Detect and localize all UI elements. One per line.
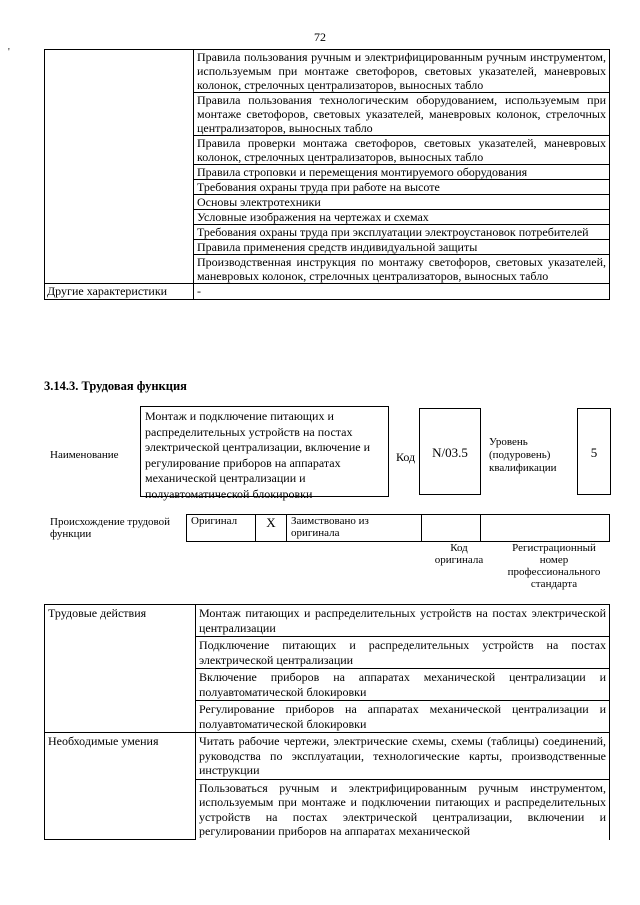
knowledge-item: Правила проверки монтажа светофоров, световых указателей, маневровых колонок, стрелочных централизаторов, выносных табло (194, 136, 610, 165)
reg-number-cell (481, 515, 610, 542)
section-title: 3.14.3. Трудовая функция (44, 379, 187, 393)
actions-label: Трудовые действия (45, 605, 196, 733)
code-value: N/03.5 (419, 408, 481, 495)
skills-label: Необходимые умения (45, 733, 196, 840)
origin-table (186, 514, 610, 542)
name-label: Наименование (50, 449, 119, 461)
level-value: 5 (577, 408, 611, 495)
knowledge-label-cell (45, 50, 194, 284)
knowledge-item: Требования охраны труда при эксплуатации электроустановок потребителей (194, 225, 610, 240)
knowledge-item: Правила строповки и перемещения монтируемого оборудования (194, 165, 610, 180)
knowledge-item: Основы электротехники (194, 195, 610, 210)
other-characteristics-value: - (194, 284, 610, 300)
reg-number-caption: Регистрационный номер профессионального стандарта (507, 542, 601, 590)
code-label: Код (396, 450, 416, 464)
knowledge-item: Правила применения средств индивидуальной защиты (194, 240, 610, 255)
code-original-cell (422, 515, 481, 542)
function-details-table (44, 604, 610, 840)
margin-mark: ' (8, 47, 10, 58)
code-original-caption: Код оригинала (434, 542, 484, 566)
action-item: Включение приборов на аппаратах механической централизации и полуавтоматической блокировки (196, 669, 610, 701)
knowledge-item: Условные изображения на чертежах и схемах (194, 210, 610, 225)
function-name: Монтаж и подключение питающих и распределительных устройств на постах электрической централизации, включение и регулирование приборов на аппаратах механической централизации и полуавтоматической блокировки (140, 406, 389, 497)
knowledge-item: Производственная инструкция по монтажу светофоров, световых указателей, маневровых колонок, стрелочных централизаторов, выносных табло (194, 255, 610, 284)
level-label: Уровень (подуровень) квалификации (489, 436, 557, 474)
borrowed-label: Заимствовано из оригинала (287, 515, 422, 542)
origin-label: Происхождение трудовой функции (50, 516, 171, 540)
skill-item: Пользоваться ручным и электрифицированным ручным инструментом, используемым при монтаже и подключении питающих и распределительных устройств на постах электрической централизации, включении и регулировании приборов на аппаратах механической (196, 779, 610, 840)
original-label: Оригинал (187, 515, 256, 542)
other-characteristics-label: Другие характеристики (45, 284, 194, 300)
action-item: Монтаж питающих и распределительных устройств на постах электрической централизации (196, 605, 610, 637)
knowledge-item: Требования охраны труда при работе на высоте (194, 180, 610, 195)
skill-item: Читать рабочие чертежи, электрические схемы, схемы (таблицы) соединений, руководства по эксплуатации, технологические карты, производственные инструкции (196, 733, 610, 780)
knowledge-item: Правила пользования ручным и электрифицированным ручным инструментом, используемым при монтаже светофоров, световых указателей, маневровых колонок, стрелочных централизаторов, выносных табло (194, 50, 610, 93)
knowledge-table (44, 49, 610, 300)
action-item: Регулирование приборов на аппаратах механической централизации и полуавтоматической блокировки (196, 701, 610, 733)
action-item: Подключение питающих и распределительных устройств на постах электрической централизации (196, 637, 610, 669)
page-number: 72 (314, 30, 326, 44)
original-mark: X (256, 515, 287, 542)
knowledge-item: Правила пользования технологическим оборудованием, используемым при монтаже светофоров, световых указателей, маневровых колонок, стрелочных централизаторов, выносных табло (194, 93, 610, 136)
